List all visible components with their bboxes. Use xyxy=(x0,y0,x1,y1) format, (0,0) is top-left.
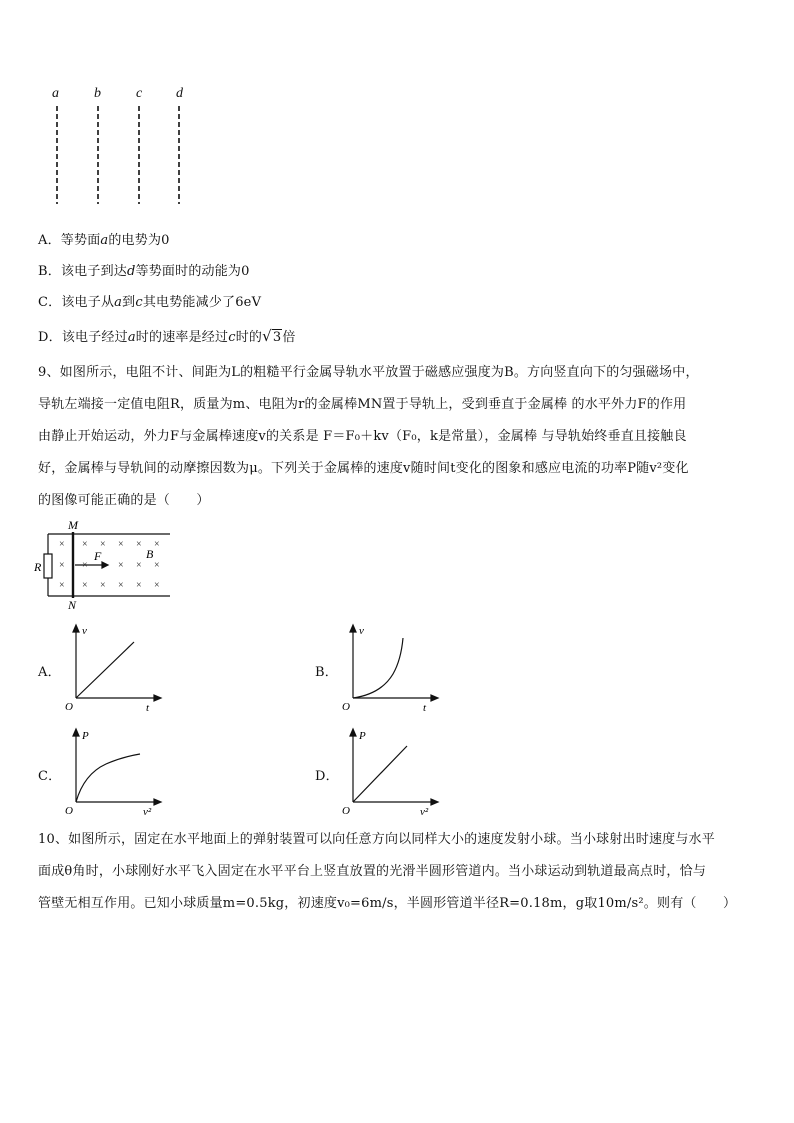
label-d: d xyxy=(176,86,183,101)
svg-text:×: × xyxy=(118,580,124,591)
q9-line-4: 好，金属棒与导轨间的动摩擦因数为μ。下列关于金属棒的速度v随时间t变化的图象和感应电流的功率P随v²变化 xyxy=(38,461,689,476)
force-arrowhead xyxy=(102,562,108,568)
svg-text:×: × xyxy=(136,580,142,591)
svg-text:×: × xyxy=(100,580,106,591)
graph-a-letter[interactable]: A． xyxy=(38,665,61,680)
sqrt-radicand: 3 xyxy=(272,330,282,345)
svg-text:O: O xyxy=(342,701,350,713)
question-10 xyxy=(38,824,768,920)
label-a: a xyxy=(52,86,59,101)
svg-text:v: v xyxy=(82,625,87,637)
label-b-field: B xyxy=(146,547,154,561)
svg-text:×: × xyxy=(154,580,160,591)
resistor xyxy=(44,554,52,578)
graph-b-curve xyxy=(353,638,403,698)
circuit-diagram xyxy=(32,516,182,611)
svg-text:×: × xyxy=(118,539,124,550)
equipotential-lines xyxy=(40,84,210,209)
svg-text:×: × xyxy=(82,560,88,571)
graph-a xyxy=(60,622,170,714)
q9-line-1: 9、如图所示，电阻不计、间距为L的粗糙平行金属导轨水平放置于磁感应强度为B。方向竖直向下的匀强磁场中， xyxy=(38,365,699,380)
graph-c-letter[interactable]: C． xyxy=(38,769,62,784)
svg-text:O: O xyxy=(65,701,73,713)
graph-a-curve xyxy=(76,642,134,698)
q10-line-1: 10、如图所示，固定在水平地面上的弹射装置可以向任意方向以同样大小的速度发射小球。当小球射出时速度与水平 xyxy=(38,832,715,847)
svg-text:P: P xyxy=(82,730,89,742)
svg-text:×: × xyxy=(154,539,160,550)
graph-c xyxy=(60,726,170,818)
svg-text:P: P xyxy=(359,730,366,742)
svg-text:v²: v² xyxy=(143,806,152,818)
label-f: F xyxy=(94,549,102,563)
svg-text:×: × xyxy=(82,580,88,591)
svg-text:v²: v² xyxy=(420,806,429,818)
option-c[interactable]: C．该电子从a到c其电势能减少了6eV xyxy=(38,295,262,310)
label-c: c xyxy=(136,86,143,101)
question-9 xyxy=(38,357,768,517)
label-m: M xyxy=(68,518,78,532)
svg-text:×: × xyxy=(154,560,160,571)
svg-text:×: × xyxy=(59,560,65,571)
q9-line-3: 由静止开始运动，外力F与金属棒速度v的关系是 F＝F₀＋kv（F₀，k是常量），金属棒 与导轨始终垂直且接触良 xyxy=(38,429,687,444)
svg-text:O: O xyxy=(65,805,73,817)
svg-text:×: × xyxy=(82,539,88,550)
label-n: N xyxy=(68,598,77,611)
svg-text:×: × xyxy=(100,539,106,550)
q9-line-2: 导轨左端接一定值电阻R，质量为m、电阻为r的金属棒MN置于导轨上，受到垂直于金属棒 的水平外力F的作用 xyxy=(38,397,687,412)
equipotential-figure xyxy=(40,84,210,209)
graph-b xyxy=(337,622,447,714)
circuit-svg xyxy=(32,516,182,611)
q10-line-2: 面成θ角时，小球刚好水平飞入固定在水平平台上竖直放置的光滑半圆形管道内。当小球运动到轨道最高点时，恰与 xyxy=(38,864,707,879)
graph-d-curve xyxy=(353,746,407,802)
q9-line-5: 的图像可能正确的是（ ） xyxy=(38,493,210,508)
label-r: R xyxy=(34,560,42,574)
graph-d-letter[interactable]: D． xyxy=(315,769,339,784)
q10-line-3: 管壁无相互作用。已知小球质量m=0.5kg，初速度v₀=6m/s，半圆形管道半径R=0.18m，g取10m/s²。则有（ ） xyxy=(38,896,737,911)
svg-text:×: × xyxy=(59,539,65,550)
option-a[interactable]: A．等势面a的电势为0 xyxy=(38,233,170,248)
svg-text:t: t xyxy=(423,702,427,714)
option-d[interactable]: D．该电子经过a时的速率是经过c时的√3倍 xyxy=(38,327,296,345)
svg-text:v: v xyxy=(359,625,364,637)
option-b[interactable]: B．该电子到达d等势面时的动能为0 xyxy=(38,264,250,279)
svg-text:×: × xyxy=(136,539,142,550)
svg-text:×: × xyxy=(136,560,142,571)
svg-text:O: O xyxy=(342,805,350,817)
sqrt-symbol: √ xyxy=(262,327,272,345)
graph-d xyxy=(337,726,447,818)
graph-c-curve xyxy=(76,754,140,802)
svg-text:×: × xyxy=(59,580,65,591)
label-b: b xyxy=(94,86,101,101)
svg-text:×: × xyxy=(118,560,124,571)
graph-b-letter[interactable]: B． xyxy=(315,665,338,680)
svg-text:t: t xyxy=(146,702,150,714)
